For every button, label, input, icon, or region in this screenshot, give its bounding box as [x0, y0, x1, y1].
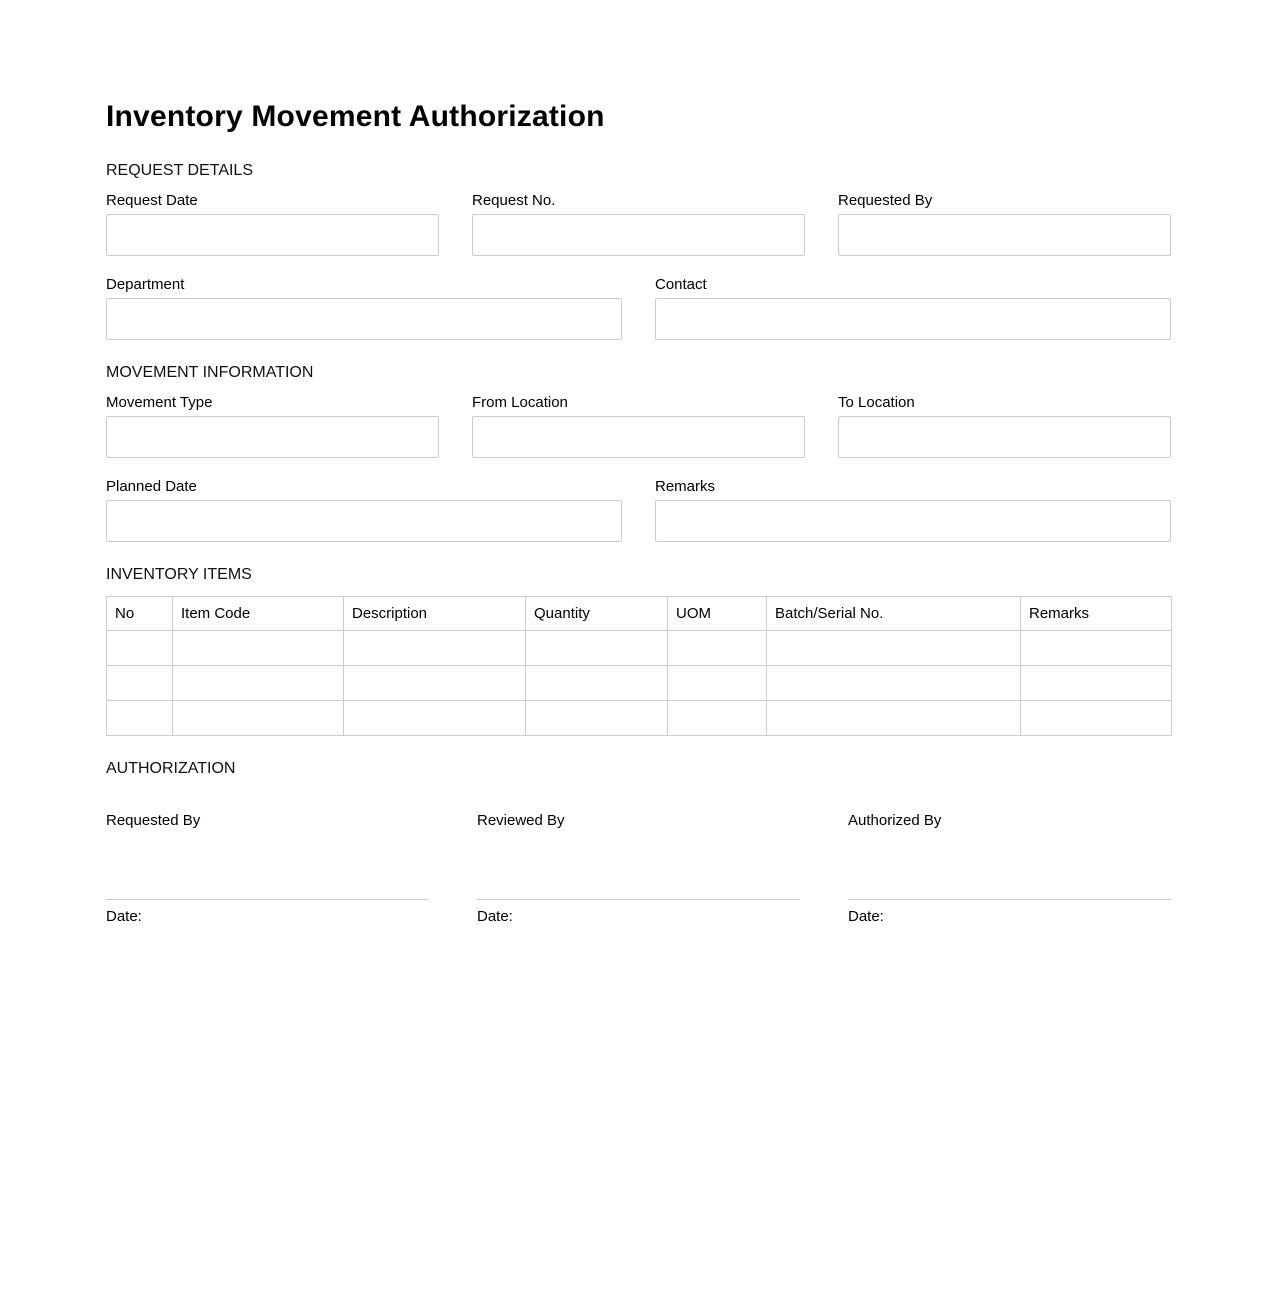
request-date-label: Request Date — [106, 191, 198, 209]
movement-information-heading: MOVEMENT INFORMATION — [106, 363, 314, 381]
department-label: Department — [106, 275, 185, 293]
department-field — [106, 276, 622, 340]
inventory-items-heading: INVENTORY ITEMS — [106, 565, 252, 583]
from-location-input[interactable] — [472, 416, 805, 458]
table-cell — [767, 700, 1021, 735]
reviewed-by-signature-block — [477, 812, 800, 925]
column-header-quantity: Quantity — [526, 596, 668, 630]
table-cell — [668, 700, 767, 735]
table-cell — [344, 700, 526, 735]
requested-by-input[interactable] — [838, 214, 1171, 256]
section-request-details — [106, 162, 1171, 340]
movement-type-field — [106, 394, 439, 458]
from-location-label: From Location — [472, 393, 568, 411]
column-header-remarks: Remarks — [1021, 596, 1172, 630]
page-title: Inventory Movement Authorization — [106, 100, 605, 133]
reviewed-by-signer-label: Reviewed By — [477, 811, 565, 829]
form-page — [106, 0, 1171, 925]
remarks-label: Remarks — [655, 477, 716, 495]
contact-field — [655, 276, 1171, 340]
requested-by-label: Requested By — [838, 191, 933, 209]
authorization-grid — [106, 812, 1171, 925]
department-input[interactable] — [106, 298, 622, 340]
to-location-input[interactable] — [838, 416, 1171, 458]
request-no-input[interactable] — [472, 214, 805, 256]
contact-label: Contact — [655, 275, 707, 293]
request-no-label: Request No. — [472, 191, 556, 209]
requested-by-field — [838, 192, 1171, 256]
table-cell — [344, 630, 526, 665]
table-cell — [668, 665, 767, 700]
table-cell — [1021, 700, 1172, 735]
column-header-item-code: Item Code — [173, 596, 344, 630]
table-cell — [344, 665, 526, 700]
table-cell — [526, 700, 668, 735]
authorized-by-signer-label: Authorized By — [848, 811, 942, 829]
table-cell — [173, 630, 344, 665]
table-cell — [173, 700, 344, 735]
section-movement-information — [106, 364, 1171, 542]
table-cell — [107, 700, 173, 735]
remarks-input[interactable] — [655, 500, 1171, 542]
planned-date-field — [106, 478, 622, 542]
table-cell — [1021, 630, 1172, 665]
column-header-no: No — [107, 596, 173, 630]
requested-by-date-label: Date: — [106, 907, 142, 925]
reviewed-by-date-label: Date: — [477, 907, 513, 925]
contact-input[interactable] — [655, 298, 1171, 340]
to-location-label: To Location — [838, 393, 915, 411]
section-authorization — [106, 760, 1171, 925]
movement-information-row-1 — [106, 394, 1171, 458]
table-row — [107, 630, 1172, 665]
table-cell — [767, 665, 1021, 700]
table-row — [107, 700, 1172, 735]
movement-information-row-2 — [106, 478, 1171, 542]
table-cell — [107, 665, 173, 700]
request-no-field — [472, 192, 805, 256]
column-header-uom: UOM — [668, 596, 767, 630]
planned-date-label: Planned Date — [106, 477, 197, 495]
requested-by-signature-block — [106, 812, 429, 925]
column-header-description: Description — [344, 596, 526, 630]
request-details-heading: REQUEST DETAILS — [106, 161, 253, 179]
table-cell — [1021, 665, 1172, 700]
authorized-by-signature-block — [848, 812, 1171, 925]
authorization-heading: AUTHORIZATION — [106, 759, 236, 777]
planned-date-input[interactable] — [106, 500, 622, 542]
request-details-row-1 — [106, 192, 1171, 256]
movement-type-label: Movement Type — [106, 393, 213, 411]
table-cell — [526, 665, 668, 700]
to-location-field — [838, 394, 1171, 458]
table-row — [107, 665, 1172, 700]
remarks-field — [655, 478, 1171, 542]
table-cell — [107, 630, 173, 665]
table-cell — [173, 665, 344, 700]
table-cell — [668, 630, 767, 665]
table-header-row — [107, 596, 1172, 630]
table-body — [107, 630, 1172, 735]
inventory-items-table — [106, 596, 1172, 736]
request-date-field — [106, 192, 439, 256]
movement-type-input[interactable] — [106, 416, 439, 458]
from-location-field — [472, 394, 805, 458]
request-details-row-2 — [106, 276, 1171, 340]
table-cell — [767, 630, 1021, 665]
section-inventory-items — [106, 566, 1171, 736]
request-date-input[interactable] — [106, 214, 439, 256]
table-cell — [526, 630, 668, 665]
column-header-batch-serial-no: Batch/Serial No. — [767, 596, 1021, 630]
requested-by-signer-label: Requested By — [106, 811, 201, 829]
authorized-by-date-label: Date: — [848, 907, 884, 925]
